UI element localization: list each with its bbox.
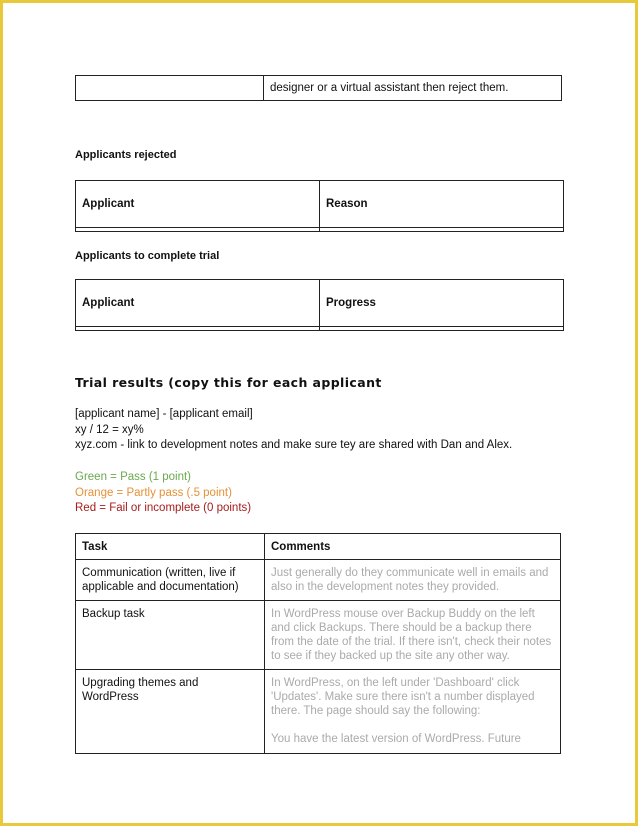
applicant-column-header: Applicant [76,181,320,228]
comment-text: In WordPress, on the left under 'Dashboard' click 'Updates'. Make sure there isn't a number displayed there. The page should say the following: [271,677,535,717]
table-header-row [76,534,561,560]
task-cell: Communication (written, live if applicable and documentation) [76,560,265,601]
table-cell [76,76,264,101]
paragraph-gap [271,718,554,732]
development-notes-line: xyz.com - link to development notes and make sure tey are shared with Dan and Alex. [75,439,513,451]
table-cell [320,228,564,232]
table-header-row [76,181,564,228]
table-header-row [76,280,564,327]
table-cell: designer or a virtual assistant then reject them. [264,76,562,101]
task-cell: Upgrading themes and WordPress [76,670,265,754]
table-cell [76,327,320,331]
applicant-column-header: Applicant [76,280,320,327]
comments-column-header: Comments [265,534,561,560]
applicants-trial-heading: Applicants to complete trial [75,250,220,262]
table-cell [76,228,320,232]
table-row [76,327,564,331]
table-row [76,76,562,101]
legend-red: Red = Fail or incomplete (0 points) [75,502,252,514]
comment-cell [265,670,561,754]
table-row [76,560,561,601]
score-line: xy / 12 = xy% [75,424,144,436]
document-page [3,3,635,823]
applicant-name-email-line: [applicant name] - [applicant email] [75,408,253,420]
trial-results-heading: Trial results (copy this for each applicant [75,375,382,390]
comment-cell: In WordPress mouse over Backup Buddy on the left and click Backups. There should be a backup there from the date of the trial. If there isn't, check their notes to see if they backed up the site any other way. [265,601,561,670]
trial-table [75,279,564,331]
legend-green: Green = Pass (1 point) [75,471,192,483]
table-row [76,228,564,232]
task-table [75,533,561,754]
rejected-table [75,180,564,232]
legend-orange: Orange = Partly pass (.5 point) [75,487,232,499]
table-cell [320,327,564,331]
applicants-rejected-heading: Applicants rejected [75,149,177,161]
comment-text-continued: You have the latest version of WordPress. Future [271,733,521,745]
table-row [76,670,561,754]
task-cell: Backup task [76,601,265,670]
progress-column-header: Progress [320,280,564,327]
table-row [76,601,561,670]
comment-cell: Just generally do they communicate well in emails and also in the development notes they provided. [265,560,561,601]
task-column-header: Task [76,534,265,560]
top-table [75,75,562,101]
reason-column-header: Reason [320,181,564,228]
